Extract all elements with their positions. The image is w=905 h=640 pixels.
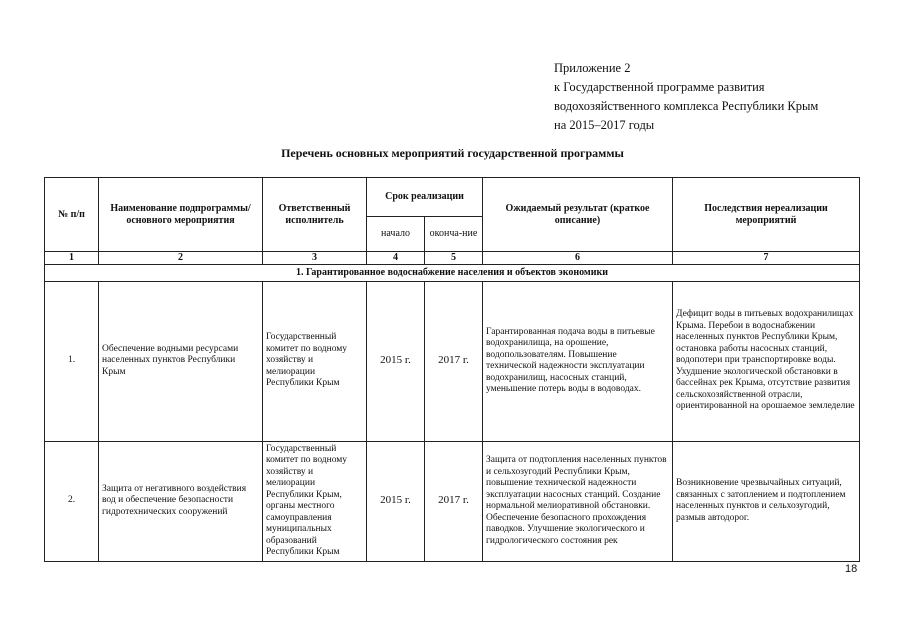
header-row-1 bbox=[45, 178, 860, 217]
column-number: 5 bbox=[425, 252, 483, 265]
table-row bbox=[45, 281, 860, 441]
column-number: 4 bbox=[367, 252, 425, 265]
row-result: Защита от подтопления населенных пунктов и сельхозугодий Республики Крым, повышение технической надежности эксплуатации насосных станций. Создание нормальной мелиоративной обстановки. Обеспечение безопасного прохождения паводков. Улучшение экологического и гидрологического состояния рек bbox=[483, 441, 673, 561]
header-end: оконча-ние bbox=[425, 217, 483, 252]
row-consequences: Возникновение чрезвычайных ситуаций, связанных с затоплением и подтоплением населенных пунктов и сельхозугодий, размыв автодорог. bbox=[673, 441, 860, 561]
row-start: 2015 г. bbox=[367, 281, 425, 441]
header-executor: Ответственный исполнитель bbox=[263, 178, 367, 252]
column-number: 2 bbox=[99, 252, 263, 265]
column-number-row bbox=[45, 252, 860, 265]
row-name: Защита от негативного воздействия вод и обеспечение безопасности гидротехнических сооружений bbox=[99, 441, 263, 561]
row-end: 2017 г. bbox=[425, 441, 483, 561]
column-number: 6 bbox=[483, 252, 673, 265]
row-consequences: Дефицит воды в питьевых водохранилищах Крыма. Перебои в водоснабжении населенных пунктов Республики Крым, остановка работы насосных станций, водопотери при транспортировке воды. Ухудшение экологической обстановки в бассейнах рек Крыма, отсутствие развития сельскохозяйственной отрасли, ориентированной на орошаемое земледелие bbox=[673, 281, 860, 441]
column-number: 1 bbox=[45, 252, 99, 265]
header-result: Ожидаемый результат (краткое описание) bbox=[483, 178, 673, 252]
page-number: 18 bbox=[845, 563, 858, 575]
header-start: начало bbox=[367, 217, 425, 252]
appendix-line-4: на 2015–2017 годы bbox=[554, 118, 655, 132]
appendix-line-2: к Государственной программе развития bbox=[554, 80, 765, 94]
row-end: 2017 г. bbox=[425, 281, 483, 441]
row-executor: Государственный комитет по водному хозяйству и мелиорации Республики Крым bbox=[263, 281, 367, 441]
row-result: Гарантированная подача воды в питьевые водохранилища, на орошение, водопользователям. Повышение технической надежности эксплуатации водохранилищ, насосных станций, уменьшение потерь воды в водоводах. bbox=[483, 281, 673, 441]
document-title: Перечень основных мероприятий государственной программы bbox=[281, 146, 624, 160]
measures-table bbox=[44, 177, 860, 562]
table-row bbox=[45, 441, 860, 561]
row-name: Обеспечение водными ресурсами населенных пунктов Республики Крым bbox=[99, 281, 263, 441]
appendix-line-1: Приложение 2 bbox=[554, 61, 631, 75]
column-number: 7 bbox=[673, 252, 860, 265]
section-title: 1. Гарантированное водоснабжение населения и объектов экономики bbox=[45, 264, 860, 281]
header-name: Наименование подпрограммы/ основного мероприятия bbox=[99, 178, 263, 252]
appendix-header bbox=[554, 59, 818, 135]
header-consequences: Последствия нереализации мероприятий bbox=[673, 178, 860, 252]
row-num: 2. bbox=[45, 441, 99, 561]
column-number: 3 bbox=[263, 252, 367, 265]
section-row bbox=[45, 264, 860, 281]
row-start: 2015 г. bbox=[367, 441, 425, 561]
header-num: № п/п bbox=[45, 178, 99, 252]
appendix-line-3: водохозяйственного комплекса Республики Крым bbox=[554, 99, 819, 113]
header-period: Срок реализации bbox=[367, 178, 483, 217]
row-num: 1. bbox=[45, 281, 99, 441]
row-executor: Государственный комитет по водному хозяйству и мелиорации Республики Крым, органы местного самоуправления муниципальных образований Республики Крым bbox=[263, 441, 367, 561]
